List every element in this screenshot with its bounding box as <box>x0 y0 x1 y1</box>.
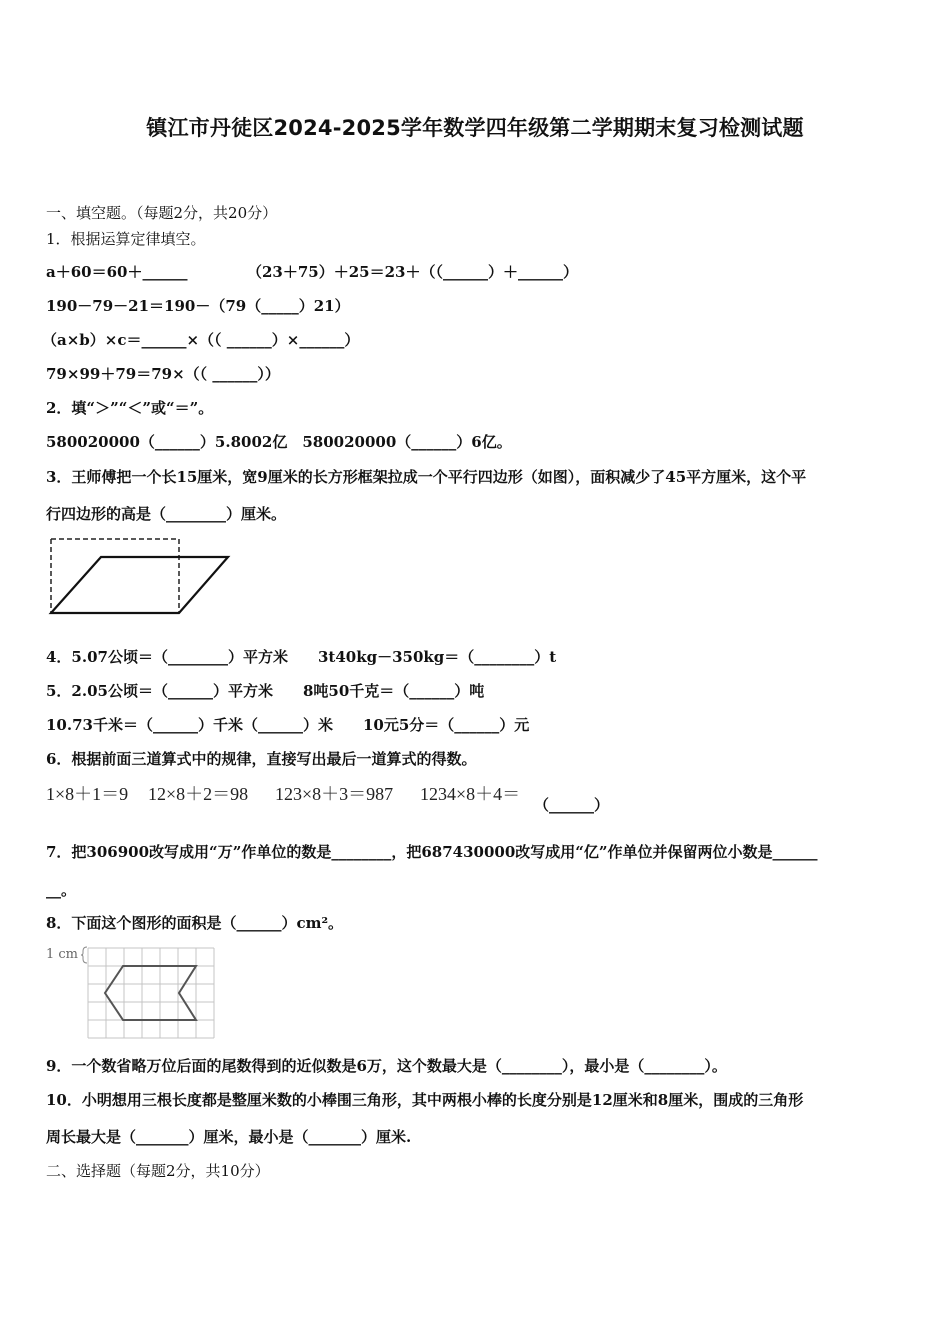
q3-line1: 3．王师傅把一个长15厘米，宽9厘米的长方形框架拉成一个平行四边形（如图），面积减少了45平方厘米，这个平 <box>46 468 807 486</box>
page-title: 镇江市丹徒区2024-2025学年数学四年级第二学期期末复习检测试题 <box>146 116 804 140</box>
q6-formula-3: 123×8＋3＝987 <box>275 784 394 804</box>
shaded-shape <box>105 966 196 1020</box>
grid-lines <box>88 948 214 1038</box>
section-1-heading: 一、填空题。（每题2分，共20分） <box>46 204 278 222</box>
q3-line2: 行四边形的高是（________）厘米。 <box>46 505 287 523</box>
q10-line1: 10．小明想用三根长度都是整厘米数的小棒围三角形，其中两根小棒的长度分别是12厘米和8厘米，围成的三角形 <box>46 1091 804 1109</box>
q5-line1: 5．2.05公顷＝（______）平方米 8吨50千克＝（______）吨 <box>46 682 485 700</box>
q1-line4: 79×99＋79＝79×（（ ______）） <box>46 365 280 383</box>
q7-line2: __。 <box>46 881 77 899</box>
q5-line2: 10.73千米＝（______）千米（______）米 10元5分＝（______）元 <box>46 716 530 734</box>
q4-line: 4．5.07公顷＝（________）平方米 3t40kg－350kg＝（________）t <box>46 648 557 666</box>
scale-label: 1 cm <box>46 947 79 962</box>
q7-line1: 7．把306900改写成用“万”作单位的数是________，把687430000改写成用“亿”作单位并保留两位小数是______ <box>46 843 818 861</box>
q1-line3: （a×b）×c＝______×（（ ______）×______） <box>42 331 360 349</box>
q8-stem: 8．下面这个图形的面积是（______）cm²。 <box>46 914 344 932</box>
q6-formula-2: 12×8＋2＝98 <box>148 784 249 804</box>
q1-stem: 1．根据运算定律填空。 <box>46 230 206 248</box>
q6-formula-1: 1×8＋1＝9 <box>46 784 129 804</box>
scale-brace <box>81 947 87 963</box>
parallelogram-shape <box>51 557 228 613</box>
q6-answer-blank: （______） <box>534 796 610 814</box>
q1-line1-a: a＋60＝60＋______ <box>46 263 188 281</box>
q1-line1-b: （23＋75）＋25＝23＋（（______）＋______） <box>247 263 578 281</box>
q2-line: 580020000（______）5.8002亿 580020000（______）6亿。 <box>46 433 512 451</box>
q6-stem: 6．根据前面三道算式中的规律，直接写出最后一道算式的得数。 <box>46 750 477 768</box>
q6-formula-4: 1234×8＋4＝ <box>420 784 521 804</box>
parallelogram-figure <box>46 535 236 617</box>
q1-line2: 190－79－21＝190－（79（_____）21） <box>46 297 350 315</box>
section-2-heading: 二、选择题（每题2分，共10分） <box>46 1162 270 1180</box>
grid-figure <box>78 944 218 1040</box>
q2-stem: 2．填“＞”“＜”或“＝”。 <box>46 399 214 417</box>
q10-line2: 周长最大是（_______）厘米，最小是（_______）厘米. <box>46 1128 412 1146</box>
original-rectangle-outline <box>51 539 179 613</box>
q9-line: 9．一个数省略万位后面的尾数得到的近似数是6万，这个数最大是（________），最小是（________）。 <box>46 1057 727 1075</box>
